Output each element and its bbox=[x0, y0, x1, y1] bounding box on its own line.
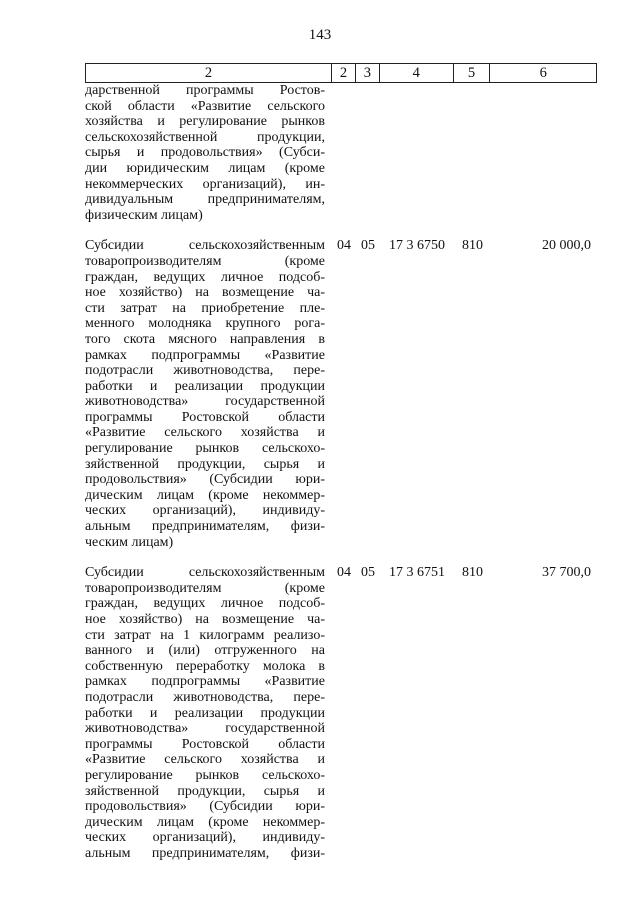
header-col-2: 2 bbox=[86, 64, 332, 82]
header-col-expense-type: 5 bbox=[454, 64, 491, 82]
description-line: ванного и (или) отгруженного на bbox=[85, 643, 325, 659]
page-number: 143 bbox=[308, 27, 332, 43]
row-section bbox=[332, 83, 356, 223]
description-line: рамках подпрограммы «Развитие bbox=[85, 347, 325, 363]
row-amount bbox=[491, 83, 597, 223]
row-expense-type: 810 bbox=[462, 565, 483, 581]
description-line: работки и реализации продукции bbox=[85, 705, 325, 721]
description-line: работки и реализации продукции bbox=[85, 378, 325, 394]
table-header bbox=[85, 63, 597, 83]
description-line: физическим лицам) bbox=[85, 207, 203, 223]
description-line: альным предпринимателям, физи- bbox=[85, 519, 325, 535]
row-amount: 20 000,0 bbox=[542, 238, 591, 254]
description-line: сти затрат на приобретение пле- bbox=[85, 300, 325, 316]
description-line: животноводства» государственной bbox=[85, 721, 325, 737]
description-line: хозяйства и регулирование рынков bbox=[85, 114, 325, 130]
description-line: граждан, ведущих личное подсоб- bbox=[85, 269, 325, 285]
description-line: продовольствия» (Субсидии юри- bbox=[85, 799, 325, 815]
description-line: собственную переработку молока в bbox=[85, 658, 325, 674]
description-line: товаропроизводителям (кроме bbox=[85, 580, 325, 596]
table-row bbox=[85, 83, 597, 223]
row-description bbox=[85, 565, 332, 861]
description-line: продовольствия» (Субсидии юри- bbox=[85, 472, 325, 488]
description-line: дии юридическим лицам (кроме bbox=[85, 160, 325, 176]
description-line: сти затрат на 1 килограмм реализо- bbox=[85, 627, 325, 643]
description-line: граждан, ведущих личное подсоб- bbox=[85, 596, 325, 612]
row-target-article: 17 3 6751 bbox=[389, 565, 445, 581]
row-description bbox=[85, 83, 332, 223]
description-line: дическим лицам (кроме некоммер- bbox=[85, 487, 325, 503]
description-line: ской области «Развитие сельского bbox=[85, 98, 325, 114]
description-line: Субсидии сельскохозяйственным bbox=[85, 238, 325, 254]
row-expense-type bbox=[454, 83, 491, 223]
description-line: дарственной программы Ростов- bbox=[85, 83, 325, 98]
description-line: зяйственной продукции, сырья и bbox=[85, 456, 325, 472]
row-section: 04 bbox=[337, 565, 351, 581]
row-target-article: 17 3 6750 bbox=[389, 238, 445, 254]
description-line: ческим лицам) bbox=[85, 534, 174, 550]
row-description bbox=[85, 238, 332, 550]
description-line: альным предпринимателям, физи- bbox=[85, 845, 325, 861]
description-line: «Развитие сельского хозяйства и bbox=[85, 752, 325, 768]
row-expense-type: 810 bbox=[462, 238, 483, 254]
description-line: товаропроизводителям (кроме bbox=[85, 253, 325, 269]
description-line: программы Ростовской области bbox=[85, 736, 325, 752]
description-line: подотрасли животноводства, пере- bbox=[85, 689, 325, 705]
description-line: программы Ростовской области bbox=[85, 409, 325, 425]
row-subsection: 05 bbox=[361, 565, 375, 581]
description-line: ческих организаций), индивиду- bbox=[85, 503, 325, 519]
description-line: регулирование рынков сельскохо- bbox=[85, 767, 325, 783]
description-line: подотрасли животноводства, пере- bbox=[85, 363, 325, 379]
row-subsection bbox=[356, 83, 380, 223]
header-col-target-article: 4 bbox=[380, 64, 454, 82]
description-line: регулирование рынков сельскохо- bbox=[85, 441, 325, 457]
description-line: того скота мясного направления в bbox=[85, 331, 325, 347]
table-body bbox=[85, 83, 597, 862]
table-row bbox=[85, 565, 597, 861]
description-line: менного молодняка крупного рога- bbox=[85, 316, 325, 332]
description-line: «Развитие сельского хозяйства и bbox=[85, 425, 325, 441]
table-row bbox=[85, 238, 597, 550]
description-line: рамках подпрограммы «Развитие bbox=[85, 674, 325, 690]
header-col-amount: 6 bbox=[539, 64, 547, 81]
row-section: 04 bbox=[337, 238, 351, 254]
header-col-subsection: 3 bbox=[356, 64, 380, 82]
description-line: сырья и продовольствия» (Субси- bbox=[85, 145, 325, 161]
description-line: зяйственной продукции, сырья и bbox=[85, 783, 325, 799]
description-line: животноводства» государственной bbox=[85, 394, 325, 410]
description-line: сельскохозяйственной продукции, bbox=[85, 129, 325, 145]
description-line: ное хозяйство) на возмещение ча- bbox=[85, 285, 325, 301]
row-subsection: 05 bbox=[361, 238, 375, 254]
description-line: Субсидии сельскохозяйственным bbox=[85, 565, 325, 581]
description-line: ческих организаций), индивиду- bbox=[85, 830, 325, 846]
row-amount: 37 700,0 bbox=[542, 565, 591, 581]
description-line: некоммерческих организаций), ин- bbox=[85, 176, 325, 192]
description-line: ное хозяйство) на возмещение ча- bbox=[85, 612, 325, 627]
row-target-article bbox=[380, 83, 454, 223]
header-col-section: 2 bbox=[332, 64, 356, 82]
description-line: дивидуальным предпринимателям, bbox=[85, 192, 325, 208]
description-line: дическим лицам (кроме некоммер- bbox=[85, 814, 325, 830]
